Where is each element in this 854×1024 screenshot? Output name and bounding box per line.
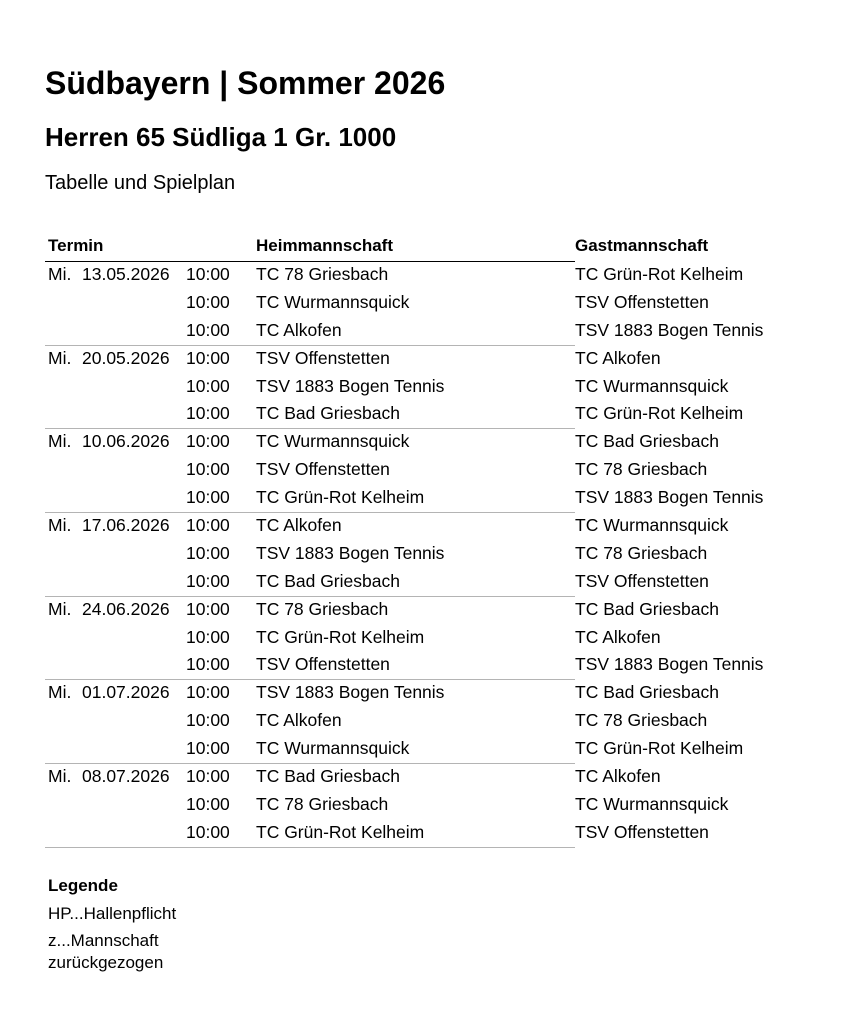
match-day: Mi. <box>48 264 72 284</box>
match-date: 01.07.2026 <box>82 682 170 703</box>
guest-team: TSV 1883 Bogen Tennis <box>575 654 764 675</box>
guest-team: TC Bad Griesbach <box>575 682 719 703</box>
home-team: TC Grün-Rot Kelheim <box>256 487 425 508</box>
match-time: 10:00 <box>186 710 230 731</box>
schedule-table <box>45 231 805 848</box>
match-time: 10:00 <box>186 598 230 619</box>
column-header-termin: Termin <box>48 236 104 255</box>
guest-team: TC Grün-Rot Kelheim <box>575 403 744 424</box>
table-row <box>45 707 805 735</box>
guest-team: TC Grün-Rot Kelheim <box>575 264 744 284</box>
match-date: 17.06.2026 <box>82 515 170 536</box>
match-day: Mi. <box>48 515 72 536</box>
home-team: TC Alkofen <box>256 710 342 731</box>
home-team: TC Wurmannsquick <box>256 738 410 759</box>
table-row <box>45 345 805 373</box>
match-time: 10:00 <box>186 738 230 759</box>
home-team: TC Grün-Rot Kelheim <box>256 626 425 647</box>
home-team: TSV Offenstetten <box>256 459 390 480</box>
table-row <box>45 568 805 596</box>
table-row <box>45 763 805 791</box>
match-date: 10.06.2026 <box>82 431 170 452</box>
table-row <box>45 373 805 401</box>
home-team: TC Bad Griesbach <box>256 403 400 424</box>
guest-team: TC Wurmannsquick <box>575 515 729 536</box>
match-day: Mi. <box>48 766 72 787</box>
match-day: Mi. <box>48 598 72 619</box>
table-row <box>45 651 805 679</box>
table-row <box>45 261 805 289</box>
match-time: 10:00 <box>186 431 230 452</box>
table-body <box>45 261 805 847</box>
match-day: Mi. <box>48 347 72 368</box>
home-team: TSV 1883 Bogen Tennis <box>256 375 445 396</box>
table-bottom-divider <box>45 847 575 848</box>
legend <box>48 875 348 979</box>
table-row <box>45 624 805 652</box>
match-time: 10:00 <box>186 542 230 563</box>
guest-team: TSV 1883 Bogen Tennis <box>575 319 764 340</box>
match-time: 10:00 <box>186 347 230 368</box>
guest-team: TSV 1883 Bogen Tennis <box>575 487 764 508</box>
home-team: TC 78 Griesbach <box>256 264 389 284</box>
guest-team: TSV Offenstetten <box>575 291 709 312</box>
home-team: TC Grün-Rot Kelheim <box>256 821 425 842</box>
match-time: 10:00 <box>186 487 230 508</box>
match-day: Mi. <box>48 431 72 452</box>
match-date: 13.05.2026 <box>82 264 170 284</box>
table-row <box>45 484 805 512</box>
match-time: 10:00 <box>186 403 230 424</box>
match-time: 10:00 <box>186 821 230 842</box>
match-time: 10:00 <box>186 626 230 647</box>
match-time: 10:00 <box>186 291 230 312</box>
home-team: TSV Offenstetten <box>256 654 390 675</box>
table-row <box>45 456 805 484</box>
table-row <box>45 679 805 707</box>
home-team: TSV 1883 Bogen Tennis <box>256 542 445 563</box>
match-time: 10:00 <box>186 793 230 814</box>
table-row <box>45 400 805 428</box>
match-time: 10:00 <box>186 264 230 284</box>
match-date: 20.05.2026 <box>82 347 170 368</box>
home-team: TC Alkofen <box>256 319 342 340</box>
home-team: TC Alkofen <box>256 515 342 536</box>
home-team: TC 78 Griesbach <box>256 598 389 619</box>
table-row <box>45 289 805 317</box>
match-time: 10:00 <box>186 319 230 340</box>
guest-team: TC 78 Griesbach <box>575 542 708 563</box>
table-row <box>45 512 805 540</box>
table-row <box>45 791 805 819</box>
match-time: 10:00 <box>186 459 230 480</box>
match-date: 24.06.2026 <box>82 598 170 619</box>
table-row <box>45 428 805 456</box>
legend-title: Legende <box>48 876 118 895</box>
match-time: 10:00 <box>186 682 230 703</box>
table-row <box>45 735 805 763</box>
column-header-heimmannschaft: Heimmannschaft <box>256 236 393 255</box>
match-time: 10:00 <box>186 654 230 675</box>
table-row <box>45 317 805 345</box>
match-date: 08.07.2026 <box>82 766 170 787</box>
match-time: 10:00 <box>186 515 230 536</box>
home-team: TC 78 Griesbach <box>256 793 389 814</box>
page-title: Südbayern | Sommer 2026 <box>45 65 446 101</box>
home-team: TC Wurmannsquick <box>256 431 410 452</box>
match-time: 10:00 <box>186 570 230 591</box>
guest-team: TSV Offenstetten <box>575 570 709 591</box>
home-team: TC Bad Griesbach <box>256 766 400 787</box>
column-header-gastmannschaft: Gastmannschaft <box>575 236 709 255</box>
table-row <box>45 540 805 568</box>
guest-team: TC Bad Griesbach <box>575 598 719 619</box>
league-subtitle: Herren 65 Südliga 1 Gr. 1000 <box>45 122 397 152</box>
guest-team: TC 78 Griesbach <box>575 459 708 480</box>
guest-team: TC Alkofen <box>575 626 661 647</box>
guest-team: TC Wurmannsquick <box>575 375 729 396</box>
guest-team: TSV Offenstetten <box>575 821 709 842</box>
match-day: Mi. <box>48 682 72 703</box>
table-header <box>45 231 805 261</box>
home-team: TSV 1883 Bogen Tennis <box>256 682 445 703</box>
table-row <box>45 596 805 624</box>
guest-team: TC Wurmannsquick <box>575 793 729 814</box>
home-team: TC Bad Griesbach <box>256 570 400 591</box>
guest-team: TC Grün-Rot Kelheim <box>575 738 744 759</box>
guest-team: TC Alkofen <box>575 347 661 368</box>
match-time: 10:00 <box>186 375 230 396</box>
table-row <box>45 819 805 847</box>
home-team: TSV Offenstetten <box>256 347 390 368</box>
legend-item-hp: HP...Hallenpflicht <box>48 904 177 923</box>
guest-team: TC 78 Griesbach <box>575 710 708 731</box>
home-team: TC Wurmannsquick <box>256 291 410 312</box>
legend-item-z: z...Mannschaft zurückgezogen <box>48 931 164 972</box>
guest-team: TC Alkofen <box>575 766 661 787</box>
match-time: 10:00 <box>186 766 230 787</box>
page-description: Tabelle und Spielplan <box>45 172 236 194</box>
guest-team: TC Bad Griesbach <box>575 431 719 452</box>
